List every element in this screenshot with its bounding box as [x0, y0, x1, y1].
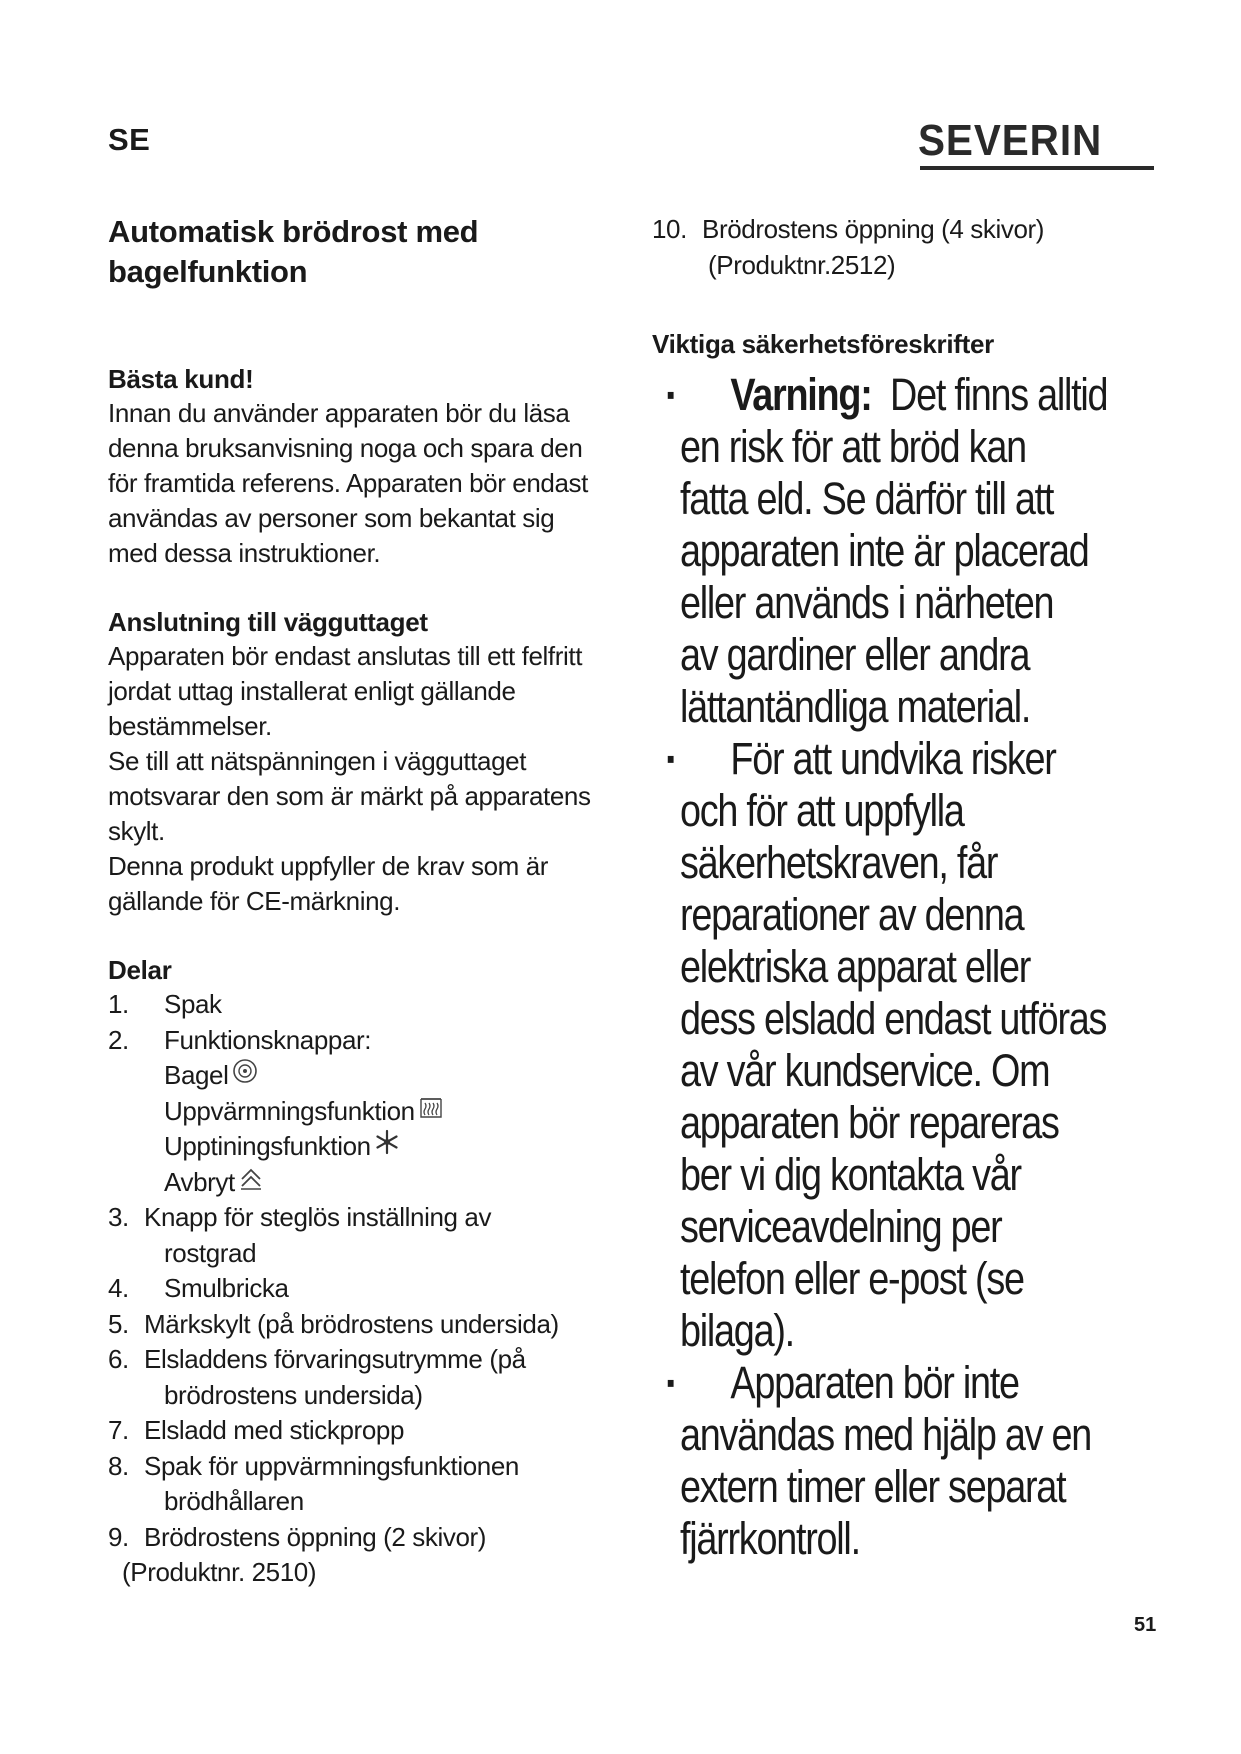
list-item [108, 1520, 628, 1556]
greeting: Bästa kund! [108, 364, 254, 394]
safety-warning-item [666, 369, 1201, 733]
warning-line: fatta eld. Se därför till att [680, 473, 1054, 524]
item-text: Elsladdens förvaringsutrymme (på [144, 1344, 526, 1374]
item-text: Märkskylt (på brödrostens undersida) [144, 1308, 559, 1339]
warning-line: lättantändliga material. [680, 681, 1031, 732]
item-number: 10. [652, 214, 687, 244]
intro-line: för framtida referens. Apparaten bör endast [108, 468, 588, 498]
function-label: Upptiningsfunktion [164, 1131, 371, 1161]
defrost-icon [374, 1129, 400, 1155]
list-item [108, 1023, 628, 1059]
item-number: 2. [108, 1024, 129, 1055]
warning-line: extern timer eller separat [680, 1461, 1066, 1512]
cancel-icon [238, 1165, 264, 1191]
connection-line: motsvarar den som är märkt på apparatens [108, 781, 591, 811]
item-text: Elsladd med stickpropp [144, 1415, 404, 1445]
warning-line: ber vi dig kontakta vår [680, 1149, 1021, 1200]
bagel-icon [232, 1058, 258, 1084]
connection-line: jordat uttag installerat enligt gällande [108, 676, 516, 706]
warning-line: av gardiner eller andra [680, 629, 1030, 680]
item-text: Spak [164, 989, 222, 1019]
function-label: Uppvärmningsfunktion [164, 1095, 415, 1126]
warning-line: och för att uppfylla [680, 785, 964, 836]
warning-line: elektriska apparat eller [680, 941, 1031, 992]
item-number: 5. [108, 1308, 129, 1339]
item-text: Knapp för steglös inställning av [144, 1202, 492, 1232]
list-item-continuation: brödrostens undersida) [164, 1379, 423, 1410]
warning-line: fjärrkontroll. [680, 1513, 860, 1564]
page-number: 51 [1134, 1614, 1157, 1636]
function-label: Bagel [164, 1060, 229, 1090]
warning-line: apparaten bör repareras [680, 1097, 1059, 1148]
list-item [108, 1200, 628, 1236]
title-line-1: Automatisk brödrost med [108, 214, 479, 249]
warning-line: apparaten inte är placerad [680, 525, 1089, 576]
item-text: Funktionsknappar: [164, 1024, 372, 1055]
right-column [652, 212, 1172, 1565]
connection-line: Apparaten bör endast anslutas till ett felfritt [108, 641, 583, 671]
brand-logo: SEVERIN [918, 116, 1103, 165]
warning-line: telefon eller e-post (se [680, 1253, 1024, 1304]
function-button-item [108, 1165, 628, 1201]
item-text: Brödrostens öppning (4 skivor) [702, 214, 1045, 244]
item-number: 9. [108, 1521, 129, 1552]
item-text: Brödrostens öppning (2 skivor) [144, 1521, 487, 1552]
item-text: Spak för uppvärmningsfunktionen [144, 1450, 519, 1481]
list-item-continuation: (Produktnr.2512) [708, 249, 896, 280]
list-item [108, 1307, 628, 1343]
list-item-continuation: brödhållaren [164, 1486, 304, 1516]
reheat-icon [418, 1094, 444, 1120]
intro-line: denna bruksanvisning noga och spara den [108, 433, 583, 463]
function-label: Avbryt [164, 1166, 235, 1197]
warning-line: eller används i närheten [680, 577, 1054, 628]
connection-line: bestämmelser. [108, 711, 272, 741]
parts-heading: Delar [108, 955, 172, 985]
item-number: 1. [108, 989, 129, 1019]
item-number: 8. [108, 1450, 129, 1481]
intro-paragraph [108, 396, 628, 571]
warning-line: reparationer av denna [680, 889, 1024, 940]
list-item [108, 1449, 628, 1485]
warning-line: säkerhetskraven, får [680, 837, 998, 888]
function-button-item [108, 1129, 628, 1165]
intro-line: med dessa instruktioner. [108, 538, 381, 568]
list-item [108, 1271, 628, 1307]
warning-line: serviceavdelning per [680, 1201, 1002, 1252]
connection-line: Se till att nätspänningen i vägguttaget [108, 746, 527, 776]
left-column [108, 212, 628, 1591]
warning-first-line: Varning: Det finns alltid [730, 369, 1108, 420]
page-title [108, 212, 628, 292]
list-item-continuation: rostgrad [164, 1237, 257, 1268]
warning-line: användas med hjälp av en [680, 1409, 1092, 1460]
connection-heading: Anslutning till vägguttaget [108, 607, 428, 637]
warning-line: en risk för att bröd kan [680, 421, 1026, 472]
function-button-item [108, 1058, 628, 1094]
list-item [108, 1413, 628, 1449]
parts-list [108, 987, 628, 1591]
item-number: 3. [108, 1202, 129, 1232]
connection-line: gällande för CE-märkning. [108, 886, 401, 916]
list-item [108, 1342, 628, 1378]
warning-label: Varning: [730, 369, 872, 420]
connection-paragraph [108, 639, 628, 919]
connection-line: skylt. [108, 816, 165, 846]
item-number: 6. [108, 1344, 129, 1374]
warning-line: bilaga). [680, 1305, 794, 1356]
warning-first-line: För att undvika risker [730, 733, 1056, 784]
bullet-icon: ▪ [666, 379, 674, 410]
bullet-icon: ▪ [666, 743, 674, 774]
warning-line: dess elsladd endast utföras [680, 993, 1107, 1044]
safety-warning-item [666, 733, 1201, 1357]
connection-line: Denna produkt uppfyller de krav som är [108, 851, 549, 881]
list-item-continuation: (Produktnr. 2510) [122, 1557, 317, 1587]
function-button-item [108, 1094, 628, 1130]
safety-warning-item [666, 1357, 1201, 1565]
item-text: Smulbricka [164, 1273, 289, 1303]
intro-line: användas av personer som bekantat sig [108, 503, 555, 533]
logo-underline [920, 166, 1154, 170]
warning-first-line: Apparaten bör inte [730, 1357, 1019, 1408]
list-item [652, 212, 1172, 248]
item-number: 4. [108, 1273, 129, 1303]
safety-heading: Viktiga säkerhetsföreskrifter [652, 329, 994, 359]
item-number: 7. [108, 1415, 129, 1445]
intro-line: Innan du använder apparaten bör du läsa [108, 398, 570, 428]
title-line-2: bagelfunktion [108, 254, 308, 289]
parts-list-continued [652, 212, 1172, 283]
language-code: SE [108, 122, 151, 157]
list-item [108, 987, 628, 1023]
bullet-icon: ▪ [666, 1367, 674, 1398]
warning-line: av vår kundservice. Om [680, 1045, 1050, 1096]
